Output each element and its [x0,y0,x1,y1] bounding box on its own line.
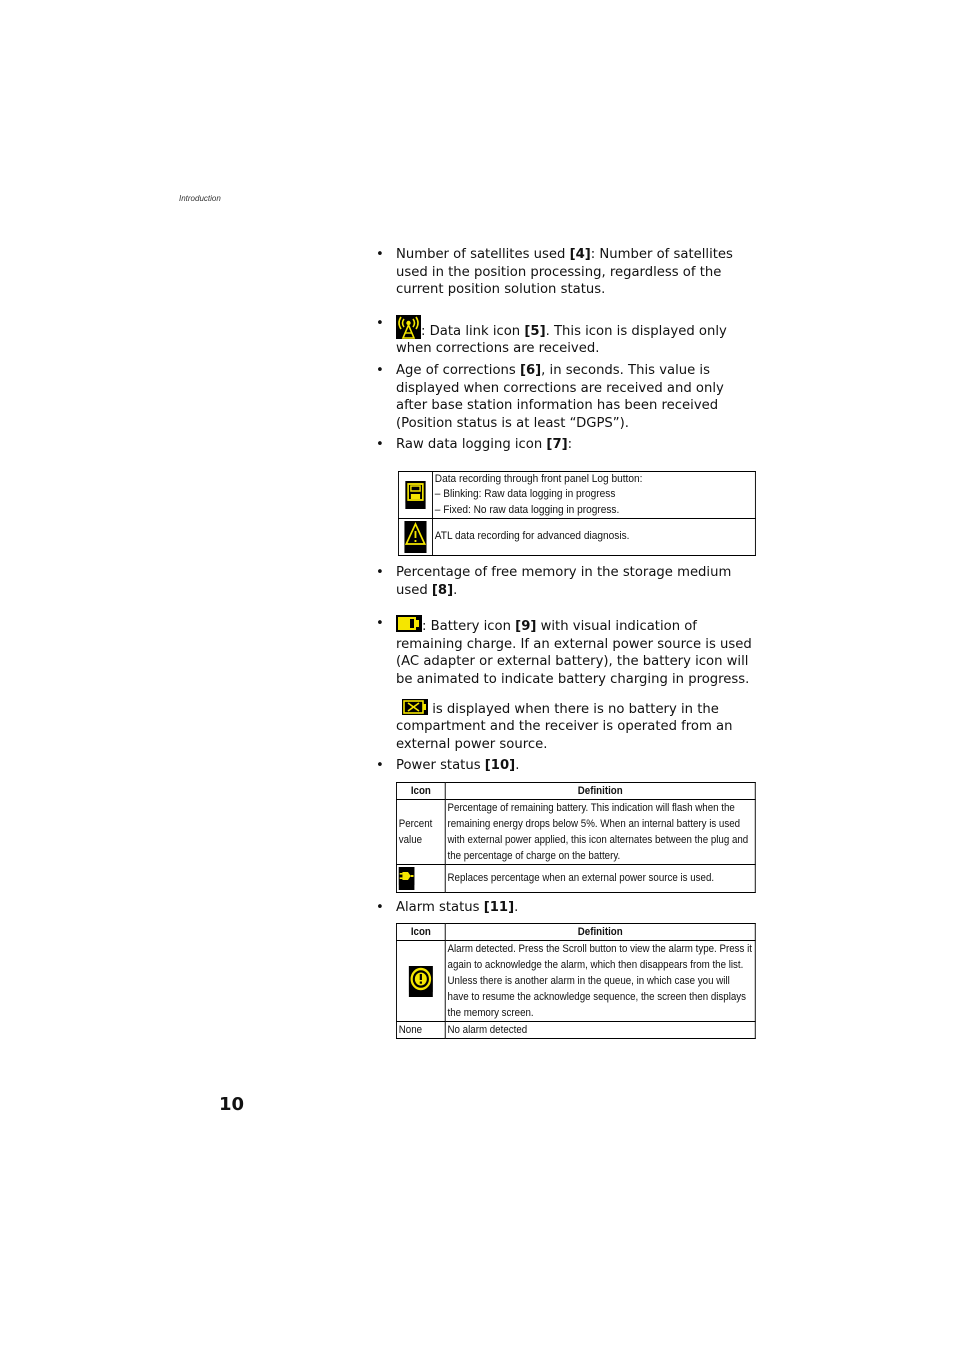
alarm-table-wrap [396,923,756,1039]
table-row: Replaces percentage when an external power source is used. [396,864,755,892]
battery-icon [396,615,422,632]
power-table-wrap [396,782,756,893]
table-row: ATL data recording for advanced diagnosis. [398,519,755,556]
warning-triangle-icon [404,521,426,553]
content-column [376,246,758,1039]
raw-logging-table-wrap [398,471,756,556]
table-row: Data recording through front panel Log button: – Blinking: Raw data logging in progress – Fixed: No raw data logging in progress. [398,471,755,519]
no-battery-item: is displayed when there is no battery in the compartment and the receiver is operated from an external power source. [376,699,758,754]
alarm-icon [409,966,433,997]
plug-icon [399,867,415,890]
table-header-row: Icon Definition [396,782,755,799]
power-status-item: • Power status [10]. [376,757,758,775]
raw-data-logging-item: • Raw data logging icon [7]: [376,436,758,454]
raw-logging-table [398,471,756,556]
free-memory-item: • Percentage of free memory in the storage medium used [8]. [376,564,758,599]
data-link-item: • : Data link icon [5]. This icon is displayed only when corrections are received. [376,315,758,358]
floppy-disk-icon [405,481,425,509]
satellites-item: • Number of satellites used [4]: Number of satellites used in the position processing, regardless of the current position solution status. [376,246,758,299]
table-row: Percent value Percentage of remaining battery. This indication will flash when the remaining energy drops below 5%. When an internal battery is used with external power applied, this icon alternates between the plug and the percentage of charge on the battery. [396,799,755,864]
battery-item: • : Battery icon [9] with visual indication of remaining charge. If an external power source is used (AC adapter or external battery), the battery icon will be animated to indicate battery charging in progress. [376,615,758,688]
running-header: Introduction [179,194,221,203]
alarm-status-item: • Alarm status [11]. [376,899,758,917]
page-number: 10 [219,1094,245,1115]
age-of-corrections-item: • Age of corrections [6], in seconds. This value is displayed when corrections are received and only after base station information has been received (Position status is at least “DGPS”). [376,362,758,432]
table-row: Alarm detected. Press the Scroll button to view the alarm type. Press it again to acknowledge the alarm, which then disappears from the list. Unless there is another alarm in the queue, in which case you will have to resume the acknowledge sequence, the screen then displays the memory screen. [396,941,755,1022]
data-link-icon [396,315,421,339]
table-row: None No alarm detected [396,1022,755,1039]
alarm-status-table [396,923,756,1039]
table-header-row: Icon Definition [396,924,755,941]
power-status-table [396,782,756,893]
no-battery-icon [402,699,428,715]
